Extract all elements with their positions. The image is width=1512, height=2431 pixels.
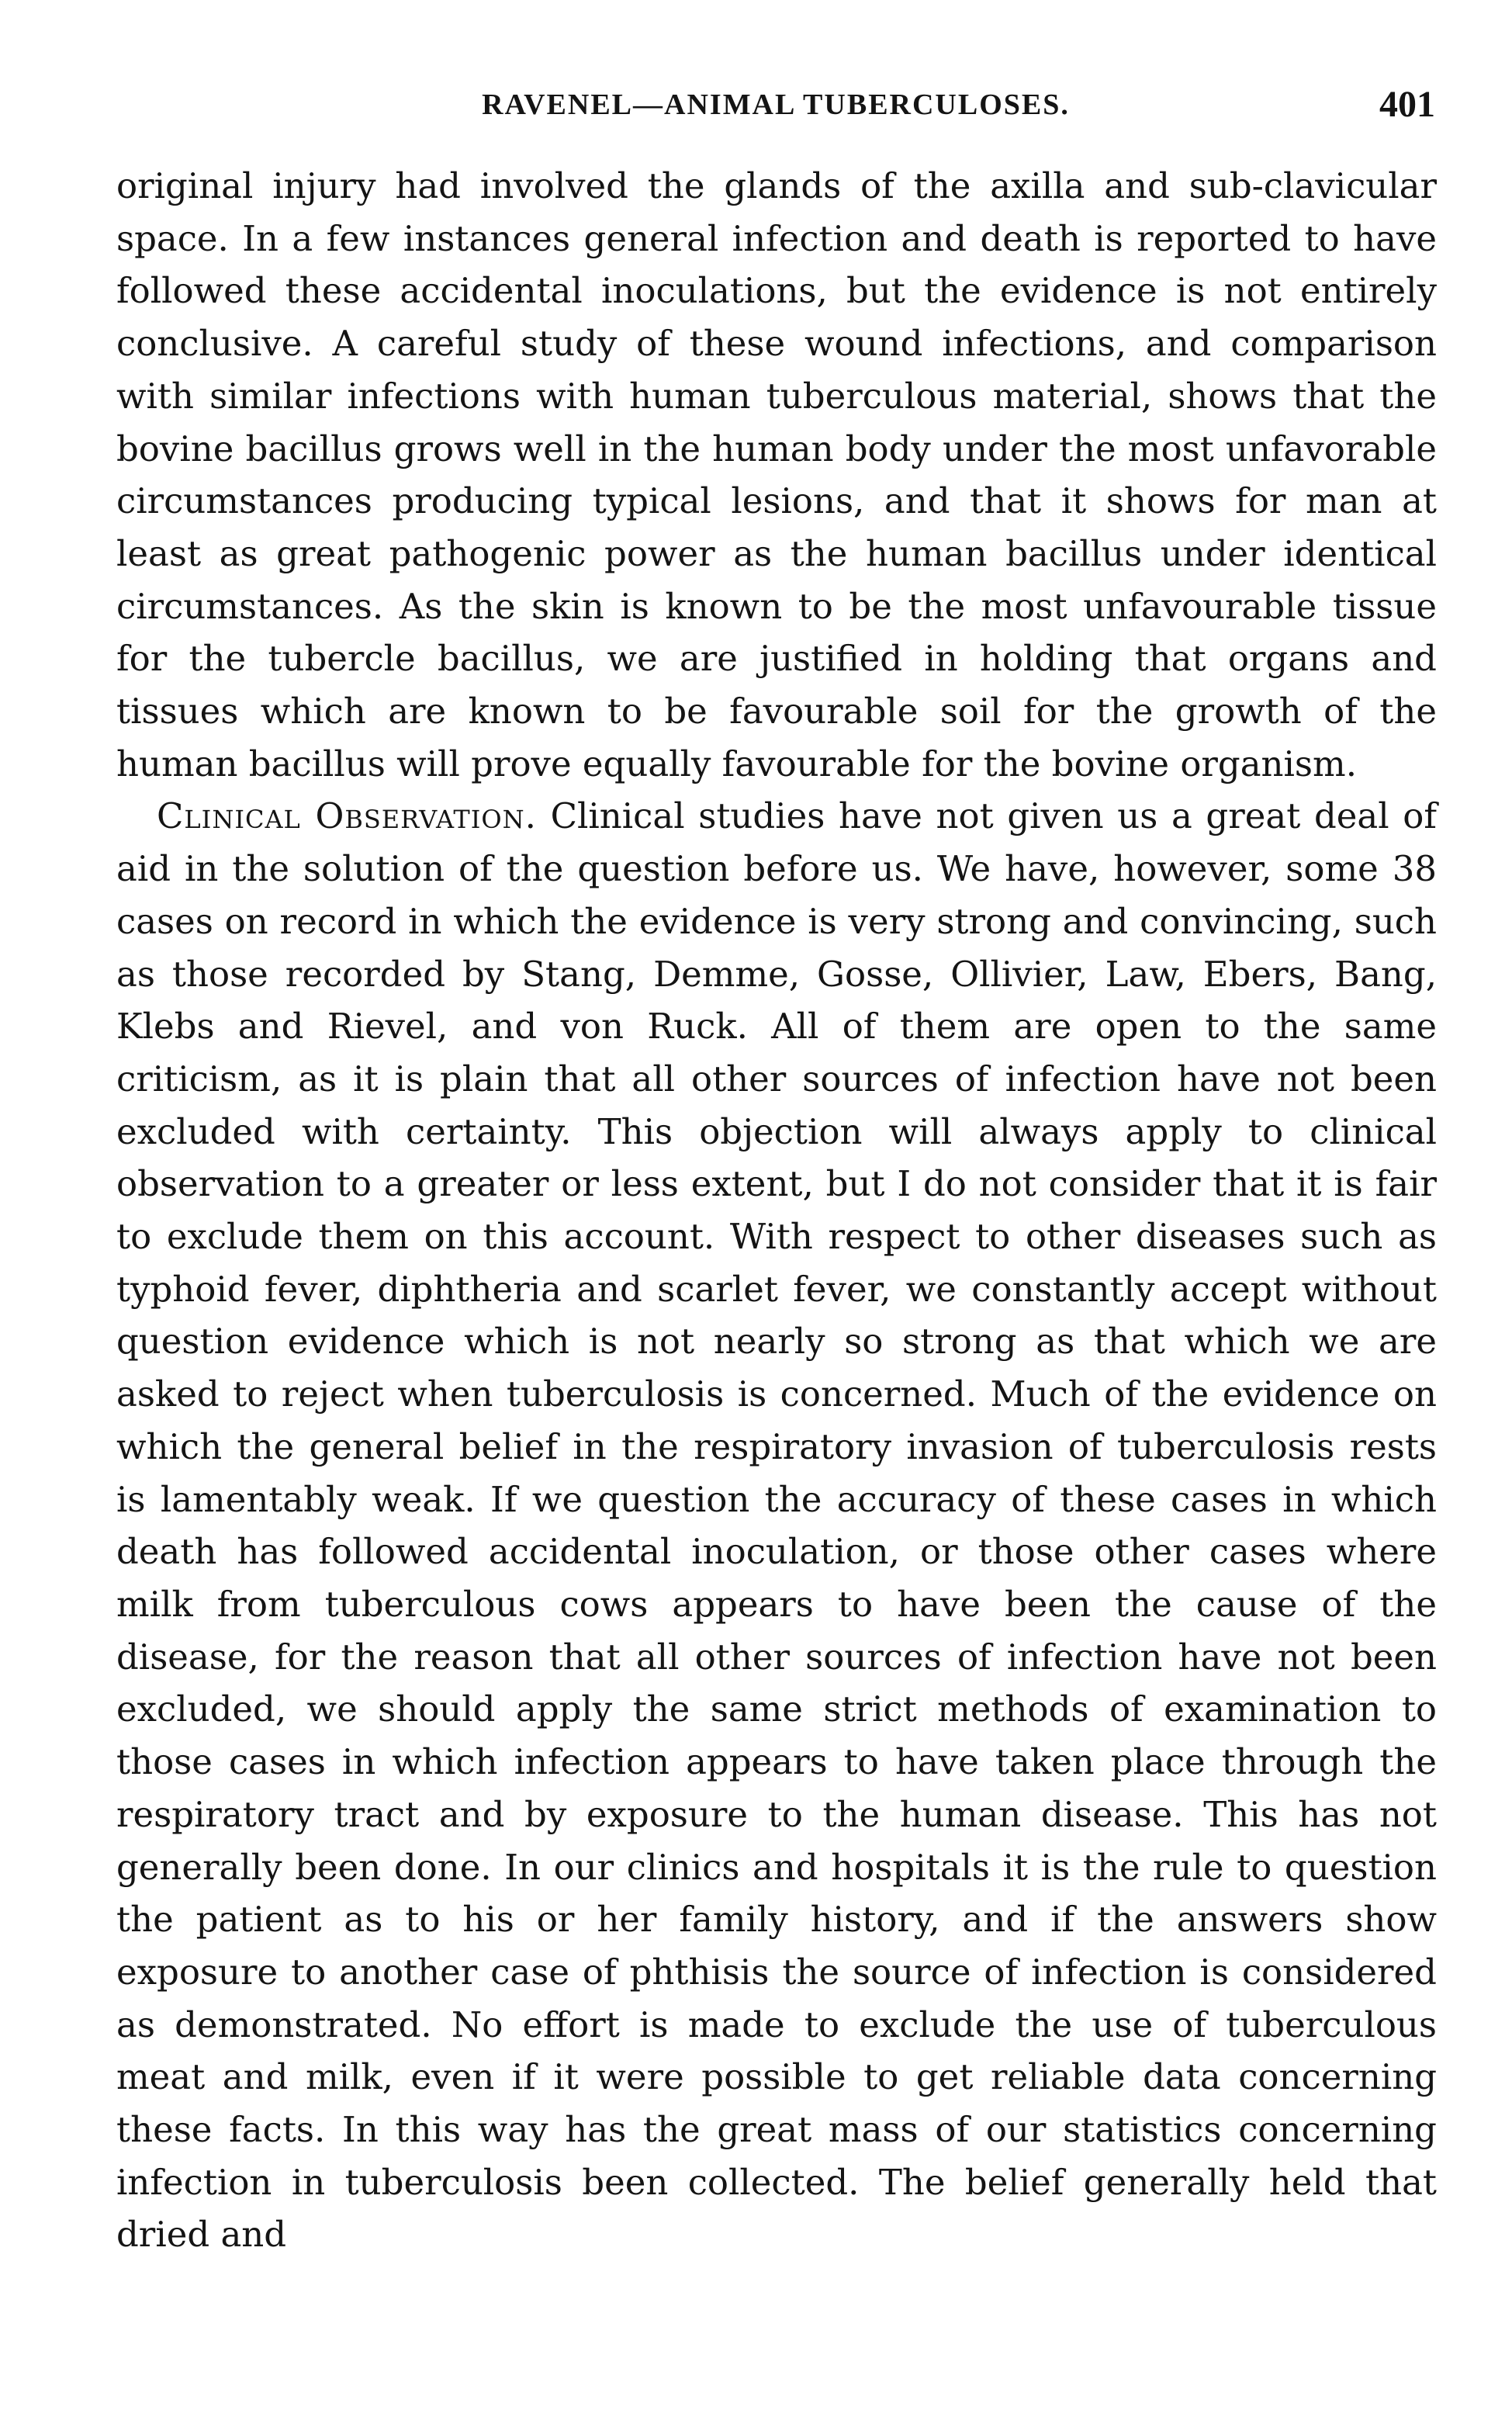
body-text bbox=[116, 160, 1437, 2261]
paragraph-clinical-observation bbox=[116, 790, 1437, 2261]
running-head bbox=[116, 78, 1435, 132]
section-heading: Clinical Observation. bbox=[157, 795, 537, 837]
paragraph-continued: original injury had involved the glands of the axilla and sub-clavicular space. In a few instances general infection and death is reported to have followed these accidental inoculations, but the evidence is not entirely conclusive. A careful study of these wound infections, and comparison with similar infections with human tuberculous material, shows that the bovine bacillus grows well in the human body under the most unfavorable circumstances producing typical lesions, and that it shows for man at least as great pathogenic power as the human bacillus under identical circumstances. As the skin is known to be the most unfavourable tissue for the tubercle bacillus, we are justified in holding that organs and tissues which are known to be favourable soil for the growth of the human bacillus will prove equally favourable for the bovine organism. bbox=[116, 165, 1437, 784]
page-number: 401 bbox=[1379, 84, 1435, 125]
running-title: RAVENEL—ANIMAL TUBERCULOSES. bbox=[482, 88, 1070, 121]
paragraph-text: Clinical studies have not given us a great deal of aid in the solution of the question before us. We have, however, some 38 cases on record in which the evidence is very strong and convincing, such as those recorded by Stang, Demme, Gosse, Ollivier, Law, Ebers, Bang, Klebs and Rievel, and von Ruck. All of them are open to the same criticism, as it is plain that all other sources of infection have not been excluded with certainty. This objection will always apply to clinical observation to a greater or less extent, but I do not consider that it is fair to exclude them on this account. With respect to other diseases such as typhoid fever, diphtheria and scarlet fever, we constantly accept without question evidence which is not nearly so strong as that which we are asked to reject when tuberculosis is concerned. Much of the evidence on which the general belief in the respiratory invasion of tuberculosis rests is lamentably weak. If we question the accuracy of these cases in which death has followed accidental inoculation, or those other cases where milk from tuberculous cows appears to have been the cause of the disease, for the reason that all other sources of infection have not been excluded, we should apply the same strict methods of examination to those cases in which infection appears to have taken place through the respiratory tract and by exposure to the human disease. This has not generally been done. In our clinics and hospitals it is the rule to question the patient as to his or her family history, and if the answers show exposure to another case of phthisis the source of infection is considered as demonstrated. No effort is made to exclude the use of tuberculous meat and milk, even if it were possible to get reliable data concerning these facts. In this way has the great mass of our statistics concerning infection in tuberculosis been collected. The belief generally held that dried and bbox=[116, 795, 1438, 2256]
